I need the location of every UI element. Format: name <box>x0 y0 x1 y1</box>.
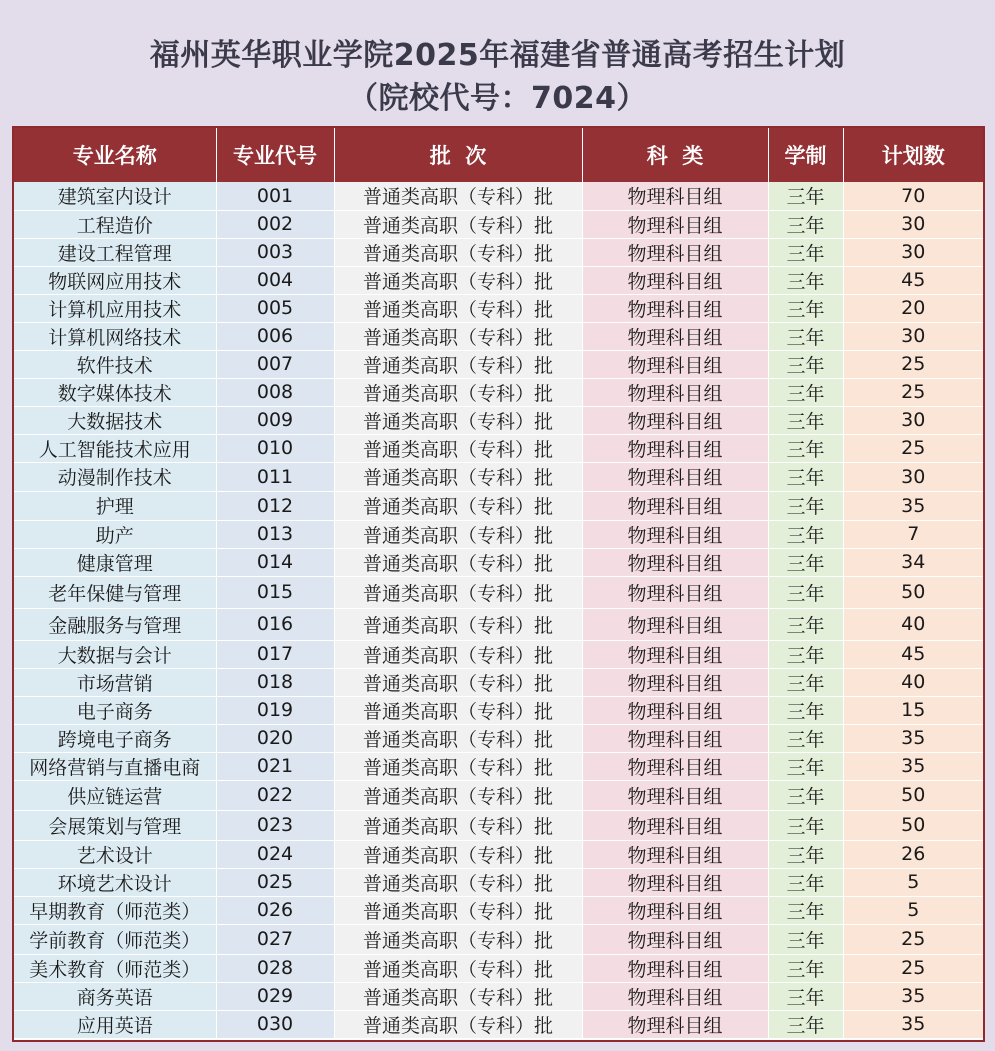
header-batch: 批 次 <box>334 128 582 182</box>
cell-plan-count: 34 <box>843 548 983 576</box>
cell-batch: 普通类高职（专科）批 <box>334 238 582 266</box>
cell-major-code: 010 <box>216 434 334 462</box>
cell-duration: 三年 <box>768 350 843 378</box>
cell-category: 物理科目组 <box>582 840 768 868</box>
cell-batch: 普通类高职（专科）批 <box>334 982 582 1010</box>
cell-plan-count: 45 <box>843 266 983 294</box>
cell-major-name: 艺术设计 <box>14 840 216 868</box>
cell-category: 物理科目组 <box>582 238 768 266</box>
cell-major-code: 005 <box>216 294 334 322</box>
cell-category: 物理科目组 <box>582 406 768 434</box>
cell-batch: 普通类高职（专科）批 <box>334 640 582 668</box>
cell-category: 物理科目组 <box>582 608 768 640</box>
cell-plan-count: 25 <box>843 954 983 982</box>
cell-batch: 普通类高职（专科）批 <box>334 182 582 210</box>
cell-category: 物理科目组 <box>582 1010 768 1038</box>
cell-duration: 三年 <box>768 322 843 350</box>
cell-major-name: 计算机应用技术 <box>14 294 216 322</box>
cell-major-name: 计算机网络技术 <box>14 322 216 350</box>
cell-plan-count: 50 <box>843 810 983 840</box>
cell-major-code: 014 <box>216 548 334 576</box>
cell-duration: 三年 <box>768 548 843 576</box>
cell-batch: 普通类高职（专科）批 <box>334 896 582 924</box>
cell-category: 物理科目组 <box>582 780 768 810</box>
cell-plan-count: 35 <box>843 724 983 752</box>
cell-plan-count: 35 <box>843 491 983 520</box>
cell-major-code: 021 <box>216 752 334 780</box>
cell-plan-count: 30 <box>843 322 983 350</box>
table-row <box>14 462 983 491</box>
cell-duration: 三年 <box>768 780 843 810</box>
table-row <box>14 868 983 896</box>
cell-major-name: 老年保健与管理 <box>14 576 216 608</box>
cell-major-code: 017 <box>216 640 334 668</box>
cell-major-code: 018 <box>216 668 334 696</box>
cell-duration: 三年 <box>768 924 843 954</box>
cell-category: 物理科目组 <box>582 640 768 668</box>
cell-category: 物理科目组 <box>582 668 768 696</box>
cell-duration: 三年 <box>768 840 843 868</box>
cell-major-code: 009 <box>216 406 334 434</box>
cell-duration: 三年 <box>768 378 843 406</box>
table-row <box>14 982 983 1010</box>
cell-batch: 普通类高职（专科）批 <box>334 406 582 434</box>
cell-duration: 三年 <box>768 491 843 520</box>
cell-major-name: 应用英语 <box>14 1010 216 1038</box>
cell-major-code: 011 <box>216 462 334 491</box>
table-row <box>14 294 983 322</box>
cell-plan-count: 70 <box>843 182 983 210</box>
cell-major-code: 020 <box>216 724 334 752</box>
cell-duration: 三年 <box>768 266 843 294</box>
cell-plan-count: 25 <box>843 378 983 406</box>
cell-batch: 普通类高职（专科）批 <box>334 210 582 238</box>
cell-category: 物理科目组 <box>582 294 768 322</box>
cell-plan-count: 35 <box>843 752 983 780</box>
cell-batch: 普通类高职（专科）批 <box>334 266 582 294</box>
table-row <box>14 640 983 668</box>
cell-duration: 三年 <box>768 210 843 238</box>
cell-major-code: 012 <box>216 491 334 520</box>
table-body <box>14 182 983 1038</box>
cell-major-name: 人工智能技术应用 <box>14 434 216 462</box>
table-row <box>14 350 983 378</box>
cell-major-name: 市场营销 <box>14 668 216 696</box>
cell-batch: 普通类高职（专科）批 <box>334 520 582 548</box>
cell-category: 物理科目组 <box>582 576 768 608</box>
cell-duration: 三年 <box>768 1010 843 1038</box>
cell-batch: 普通类高职（专科）批 <box>334 608 582 640</box>
cell-major-name: 金融服务与管理 <box>14 608 216 640</box>
table-row <box>14 668 983 696</box>
table-row <box>14 434 983 462</box>
cell-batch: 普通类高职（专科）批 <box>334 724 582 752</box>
cell-plan-count: 45 <box>843 640 983 668</box>
cell-major-code: 025 <box>216 868 334 896</box>
cell-duration: 三年 <box>768 182 843 210</box>
cell-batch: 普通类高职（专科）批 <box>334 1010 582 1038</box>
cell-plan-count: 30 <box>843 406 983 434</box>
table-row <box>14 210 983 238</box>
cell-category: 物理科目组 <box>582 210 768 238</box>
cell-plan-count: 7 <box>843 520 983 548</box>
cell-duration: 三年 <box>768 294 843 322</box>
cell-major-code: 029 <box>216 982 334 1010</box>
cell-plan-count: 25 <box>843 350 983 378</box>
cell-category: 物理科目组 <box>582 322 768 350</box>
cell-category: 物理科目组 <box>582 724 768 752</box>
cell-category: 物理科目组 <box>582 982 768 1010</box>
cell-plan-count: 50 <box>843 576 983 608</box>
cell-plan-count: 26 <box>843 840 983 868</box>
table-row <box>14 322 983 350</box>
enrollment-plan-table-container <box>12 126 985 1042</box>
cell-major-code: 001 <box>216 182 334 210</box>
cell-category: 物理科目组 <box>582 491 768 520</box>
header-major-name: 专业名称 <box>14 128 216 182</box>
cell-major-name: 会展策划与管理 <box>14 810 216 840</box>
cell-plan-count: 5 <box>843 896 983 924</box>
table-row <box>14 1010 983 1038</box>
cell-batch: 普通类高职（专科）批 <box>334 954 582 982</box>
cell-batch: 普通类高职（专科）批 <box>334 294 582 322</box>
cell-major-name: 建设工程管理 <box>14 238 216 266</box>
table-row <box>14 576 983 608</box>
cell-major-name: 大数据与会计 <box>14 640 216 668</box>
cell-category: 物理科目组 <box>582 868 768 896</box>
cell-plan-count: 40 <box>843 668 983 696</box>
cell-duration: 三年 <box>768 724 843 752</box>
cell-major-code: 002 <box>216 210 334 238</box>
cell-category: 物理科目组 <box>582 548 768 576</box>
cell-batch: 普通类高职（专科）批 <box>334 780 582 810</box>
table-row <box>14 724 983 752</box>
cell-major-name: 网络营销与直播电商 <box>14 752 216 780</box>
cell-major-name: 供应链运营 <box>14 780 216 810</box>
cell-category: 物理科目组 <box>582 182 768 210</box>
cell-duration: 三年 <box>768 576 843 608</box>
cell-major-code: 027 <box>216 924 334 954</box>
cell-major-name: 动漫制作技术 <box>14 462 216 491</box>
table-row <box>14 896 983 924</box>
cell-major-name: 商务英语 <box>14 982 216 1010</box>
cell-duration: 三年 <box>768 954 843 982</box>
cell-major-code: 019 <box>216 696 334 724</box>
table-row <box>14 266 983 294</box>
cell-category: 物理科目组 <box>582 896 768 924</box>
cell-major-name: 环境艺术设计 <box>14 868 216 896</box>
table-row <box>14 520 983 548</box>
cell-batch: 普通类高职（专科）批 <box>334 434 582 462</box>
table-row <box>14 780 983 810</box>
cell-plan-count: 50 <box>843 780 983 810</box>
cell-category: 物理科目组 <box>582 462 768 491</box>
cell-category: 物理科目组 <box>582 520 768 548</box>
table-row <box>14 608 983 640</box>
table-row <box>14 406 983 434</box>
cell-major-name: 大数据技术 <box>14 406 216 434</box>
page-title <box>0 34 995 120</box>
table-row <box>14 752 983 780</box>
cell-major-name: 建筑室内设计 <box>14 182 216 210</box>
cell-duration: 三年 <box>768 406 843 434</box>
cell-batch: 普通类高职（专科）批 <box>334 350 582 378</box>
cell-plan-count: 35 <box>843 982 983 1010</box>
cell-category: 物理科目组 <box>582 378 768 406</box>
cell-batch: 普通类高职（专科）批 <box>334 810 582 840</box>
cell-major-code: 003 <box>216 238 334 266</box>
cell-plan-count: 15 <box>843 696 983 724</box>
cell-plan-count: 20 <box>843 294 983 322</box>
enrollment-plan-table <box>14 128 983 1039</box>
cell-batch: 普通类高职（专科）批 <box>334 491 582 520</box>
cell-batch: 普通类高职（专科）批 <box>334 462 582 491</box>
table-row <box>14 182 983 210</box>
cell-major-code: 022 <box>216 780 334 810</box>
cell-category: 物理科目组 <box>582 924 768 954</box>
cell-batch: 普通类高职（专科）批 <box>334 840 582 868</box>
cell-duration: 三年 <box>768 434 843 462</box>
table-row <box>14 491 983 520</box>
cell-batch: 普通类高职（专科）批 <box>334 668 582 696</box>
cell-major-name: 软件技术 <box>14 350 216 378</box>
cell-batch: 普通类高职（专科）批 <box>334 576 582 608</box>
cell-duration: 三年 <box>768 868 843 896</box>
cell-plan-count: 30 <box>843 462 983 491</box>
cell-major-code: 015 <box>216 576 334 608</box>
cell-category: 物理科目组 <box>582 350 768 378</box>
cell-batch: 普通类高职（专科）批 <box>334 924 582 954</box>
cell-plan-count: 40 <box>843 608 983 640</box>
cell-major-code: 028 <box>216 954 334 982</box>
cell-major-name: 美术教育（师范类） <box>14 954 216 982</box>
cell-batch: 普通类高职（专科）批 <box>334 378 582 406</box>
cell-plan-count: 25 <box>843 924 983 954</box>
cell-major-name: 工程造价 <box>14 210 216 238</box>
cell-plan-count: 5 <box>843 868 983 896</box>
cell-duration: 三年 <box>768 238 843 266</box>
cell-batch: 普通类高职（专科）批 <box>334 548 582 576</box>
header-category: 科 类 <box>582 128 768 182</box>
cell-major-name: 助产 <box>14 520 216 548</box>
cell-plan-count: 30 <box>843 238 983 266</box>
table-row <box>14 238 983 266</box>
cell-duration: 三年 <box>768 810 843 840</box>
cell-plan-count: 25 <box>843 434 983 462</box>
table-row <box>14 378 983 406</box>
cell-major-name: 数字媒体技术 <box>14 378 216 406</box>
cell-category: 物理科目组 <box>582 810 768 840</box>
cell-duration: 三年 <box>768 668 843 696</box>
header-major-code: 专业代号 <box>216 128 334 182</box>
cell-major-code: 023 <box>216 810 334 840</box>
cell-major-name: 护理 <box>14 491 216 520</box>
title-school-code: （院校代号：7024） <box>348 81 647 116</box>
cell-category: 物理科目组 <box>582 752 768 780</box>
cell-major-code: 004 <box>216 266 334 294</box>
table-row <box>14 840 983 868</box>
cell-major-name: 健康管理 <box>14 548 216 576</box>
cell-major-code: 008 <box>216 378 334 406</box>
cell-batch: 普通类高职（专科）批 <box>334 322 582 350</box>
cell-major-name: 电子商务 <box>14 696 216 724</box>
cell-category: 物理科目组 <box>582 266 768 294</box>
cell-duration: 三年 <box>768 696 843 724</box>
cell-category: 物理科目组 <box>582 434 768 462</box>
cell-major-name: 早期教育（师范类） <box>14 896 216 924</box>
header-duration: 学制 <box>768 128 843 182</box>
cell-duration: 三年 <box>768 982 843 1010</box>
cell-duration: 三年 <box>768 752 843 780</box>
cell-major-code: 030 <box>216 1010 334 1038</box>
header-plan-count: 计划数 <box>843 128 983 182</box>
table-row <box>14 954 983 982</box>
cell-category: 物理科目组 <box>582 696 768 724</box>
cell-plan-count: 35 <box>843 1010 983 1038</box>
table-row <box>14 696 983 724</box>
cell-duration: 三年 <box>768 462 843 491</box>
title-main: 福州英华职业学院2025年福建省普通高考招生计划 <box>149 38 846 73</box>
cell-major-name: 物联网应用技术 <box>14 266 216 294</box>
table-row <box>14 924 983 954</box>
cell-major-name: 学前教育（师范类） <box>14 924 216 954</box>
cell-duration: 三年 <box>768 640 843 668</box>
cell-duration: 三年 <box>768 520 843 548</box>
cell-major-name: 跨境电子商务 <box>14 724 216 752</box>
cell-major-code: 007 <box>216 350 334 378</box>
cell-major-code: 024 <box>216 840 334 868</box>
cell-batch: 普通类高职（专科）批 <box>334 752 582 780</box>
table-header-row <box>14 128 983 182</box>
cell-batch: 普通类高职（专科）批 <box>334 868 582 896</box>
cell-duration: 三年 <box>768 896 843 924</box>
cell-batch: 普通类高职（专科）批 <box>334 696 582 724</box>
table-row <box>14 810 983 840</box>
table-row <box>14 548 983 576</box>
cell-major-code: 013 <box>216 520 334 548</box>
cell-major-code: 026 <box>216 896 334 924</box>
cell-major-code: 006 <box>216 322 334 350</box>
cell-category: 物理科目组 <box>582 954 768 982</box>
cell-plan-count: 30 <box>843 210 983 238</box>
cell-major-code: 016 <box>216 608 334 640</box>
cell-duration: 三年 <box>768 608 843 640</box>
